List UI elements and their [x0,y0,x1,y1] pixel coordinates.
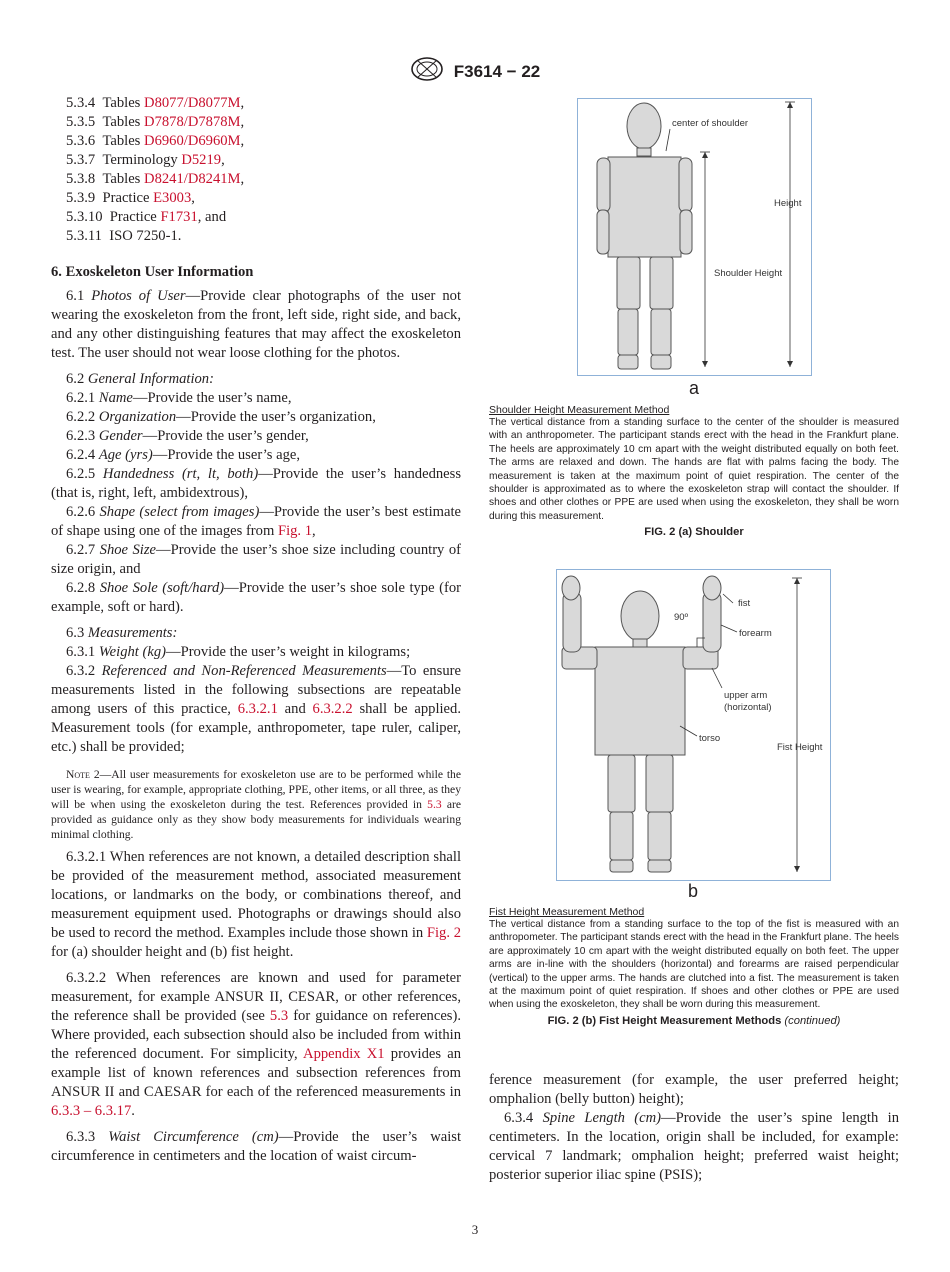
figure-2b-letter: b [687,881,698,901]
horizontal-label: (horizontal) [724,702,772,713]
page-number: 3 [471,1222,479,1237]
paragraph-6-2-4: 6.2.4 Age (yrs)—Provide the user’s age, [66,447,301,463]
paragraph-6-2-5: 6.2.5 Handedness (rt, lt, both)—Provide the user’s handedness (that is, right, left, ambidextrous), [51,466,461,501]
ref-link[interactable]: F1731 [160,209,198,225]
section-heading: 6. Exoskeleton User Information [51,264,254,280]
ref-link[interactable]: D7878/D7878M [144,114,241,130]
ref-link[interactable]: D5219 [181,152,222,168]
reference-list [51,94,461,246]
paragraph-6-2-3: 6.2.3 Gender—Provide the user’s gender, [66,428,309,444]
astm-logo-icon [410,56,444,87]
fig2a-label: FIG. 2 (a) Shoulder [644,526,744,539]
fig1-link[interactable]: Fig. 1 [277,523,313,539]
figure-2a-caption [489,404,899,538]
paragraph-6-2-6: 6.2.6 Shape (select from images)—Provide the user’s best estimate of shape using one of the images from Fig. 1, [51,504,461,539]
center-of-shoulder-label: center of shoulder [672,118,749,129]
shoulder-figure-illustration [578,99,811,375]
ref-item: 5.3.11 ISO 7250-1. [66,228,182,244]
left-column [51,94,461,1166]
figure-2b-frame [556,569,831,881]
right-column-text [489,1071,899,1185]
fig2b-caption-title: Fist Height Measurement Method [489,906,645,918]
ref-link-6-3-2-2[interactable]: 6.3.2.2 [312,701,353,717]
fig2b-label: FIG. 2 (b) Fist Height Measurement Methods (continued) [547,1014,841,1027]
ref-link-5-3[interactable]: 5.3 [269,1008,289,1024]
ref-link-6-3-2-1[interactable]: 6.3.2.1 [237,701,278,717]
waist-continuation: ference measurement (for example, the user preferred height; omphalion (belly button) height); [489,1072,899,1107]
paragraph-6-2: 6.2 General Information: [66,371,214,387]
page-header [0,56,950,87]
paragraph-6-2-8: 6.2.8 Shoe Sole (soft/hard)—Provide the user’s shoe sole type (for example, soft or hard). [51,580,461,615]
ref-link[interactable]: D8077/D8077M [144,95,241,111]
paragraph-6-3-4: 6.3.4 Spine Length (cm)—Provide the user’s spine length in centimeters. In the location, origin shall be included, for example: cervical 7 landmark; omphalion height; preferred waist height; posterior superior iliac spine (PSIS); [489,1110,899,1183]
torso-label: torso [699,733,721,744]
ref-link[interactable]: E3003 [153,190,192,206]
paragraph-6-2-2: 6.2.2 Organization—Provide the user’s organization, [66,409,376,425]
ref-item: 5.3.7 Terminology D5219, [66,152,225,168]
fig2b-caption-body: The vertical distance from a standing surface to the top of the fist is measured with an anthropometer. The participant stands erect with the head in the Frankfurt plane. The heels are approximately 10 cm apart with the weight distributed equally on both feet. The upper arms are in-line with the shoulders (horizontal) and forearms are raised perpendicular (vertical) to the upper arms. The hands are clutched into a fist. The measurement is taken at the maximum point of quiet respiration. If shoes and other clothes or PPE are used when using the exoskeleton, they shall be worn during this measurement. [489,919,899,1011]
ref-range-link[interactable]: 6.3.3 – 6.3.17 [51,1103,132,1119]
paragraph-6-2-7: 6.2.7 Shoe Size—Provide the user’s shoe size including country of size origin, and [51,542,461,577]
ref-link[interactable]: D8241/D8241M [144,171,241,187]
appendix-link[interactable]: Appendix X1 [303,1046,385,1062]
upper-arm-label: upper arm [724,690,768,701]
ninety-degree-label: 90º [674,612,689,623]
paragraph-6-3-2-2: 6.3.2.2 When references are known and used for parameter measurement, for example ANSUR II, CESAR, or other references, the reference shall be provided (see 5.3 for guidance on references). Where provided, each subsection should also be included from within the referenced document. For simplicity, Appendix X1 provides an example list of known references and subsection references from ANSUR II and CAESAR for each of the referenced measurements in 6.3.3 – 6.3.17. [51,970,461,1119]
figure-2a-letter: a [688,378,699,398]
shoulder-height-label: Shoulder Height [714,268,783,279]
ref-item: 5.3.5 Tables D7878/D7878M, [66,114,245,130]
fist-height-figure-illustration [557,570,830,880]
figure-2a-frame [577,98,812,376]
ref-item: 5.3.8 Tables D8241/D8241M, [66,171,245,187]
paragraph-6-2-1: 6.2.1 Name—Provide the user’s name, [66,390,292,406]
fist-label: fist [738,598,751,609]
paragraph-6-3-3: 6.3.3 Waist Circumference (cm)—Provide the user’s waist circumference in centimeters and the location of waist circum- [51,1129,462,1164]
ref-link[interactable]: D6960/D6960M [144,133,241,149]
paragraph-6-3-1: 6.3.1 Weight (kg)—Provide the user’s weight in kilograms; [66,644,411,660]
ref-item: 5.3.9 Practice E3003, [66,190,195,206]
standard-designation: F3614 − 22 [453,61,541,81]
ref-item: 5.3.6 Tables D6960/D6960M, [66,133,245,149]
forearm-label: forearm [739,628,772,639]
height-label: Height [774,198,802,209]
note-ref-link[interactable]: 5.3 [427,798,442,811]
paragraph-6-3: 6.3 Measurements: [66,625,178,641]
fig2a-caption-body: The vertical distance from a standing surface to the center of the shoulder is measured with an anthropometer. The participant stands erect with the head in the Frankfurt plane. The heels are approximately 10 cm apart with the weight distributed equally on both feet. The arms are relaxed and down. The hands are flat with palms facing the body. The measurement is taken at the maximum point of quiet respiration. The center of the shoulder is approximated as to where the exoskeleton strap will contact the shoulder. If shoes and other clothes or PPE are used when using the exoskeleton, they shall be worn during this measurement. [489,417,899,522]
fig2a-caption-title: Shoulder Height Measurement Method [489,404,670,416]
paragraph-6-3-2-1: 6.3.2.1 When references are not known, a detailed description shall be provided of the measurement method, associated measurement locations, or landmarks on the body, or combinations thereof, and measurement equipment used. Photographs or drawings should also be used to record the method. Examples include those shown in Fig. 2 for (a) shoulder height and (b) fist height. [51,849,461,960]
paragraph-6-3-2: 6.3.2 Referenced and Non-Referenced Measurements—To ensure measurements listed in the following subsections are repeatable among users of this practice, 6.3.2.1 and 6.3.2.2 shall be applied. Measurement tools (for example, anthropometer, tape ruler, caliper, etc.) shall be provided; [51,663,461,755]
fist-height-label: Fist Height [777,742,823,753]
figure-2b-caption [489,906,899,1027]
ref-item: 5.3.4 Tables D8077/D8077M, [66,95,245,111]
paragraph-6-1: 6.1 Photos of User—Provide clear photographs of the user not wearing the exoskeleton from the front, left side, right side, and back, and any other distinguishing features that may affect the exoskeleton test. The user should not wear loose clothing for the photos. [51,288,462,361]
ref-item: 5.3.10 Practice F1731, and [66,209,227,225]
fig2-link[interactable]: Fig. 2 [426,925,461,941]
note-2: Note 2—All user measurements for exoskeleton use are to be performed while the user is wearing, for example, appropriate clothing, PPE, other items, or all three, as they will be when using the exoskeleton during the test. References provided in 5.3 are provided as guidance only as they show body measurements for individuals wearing minimal clothing. [51,768,462,841]
